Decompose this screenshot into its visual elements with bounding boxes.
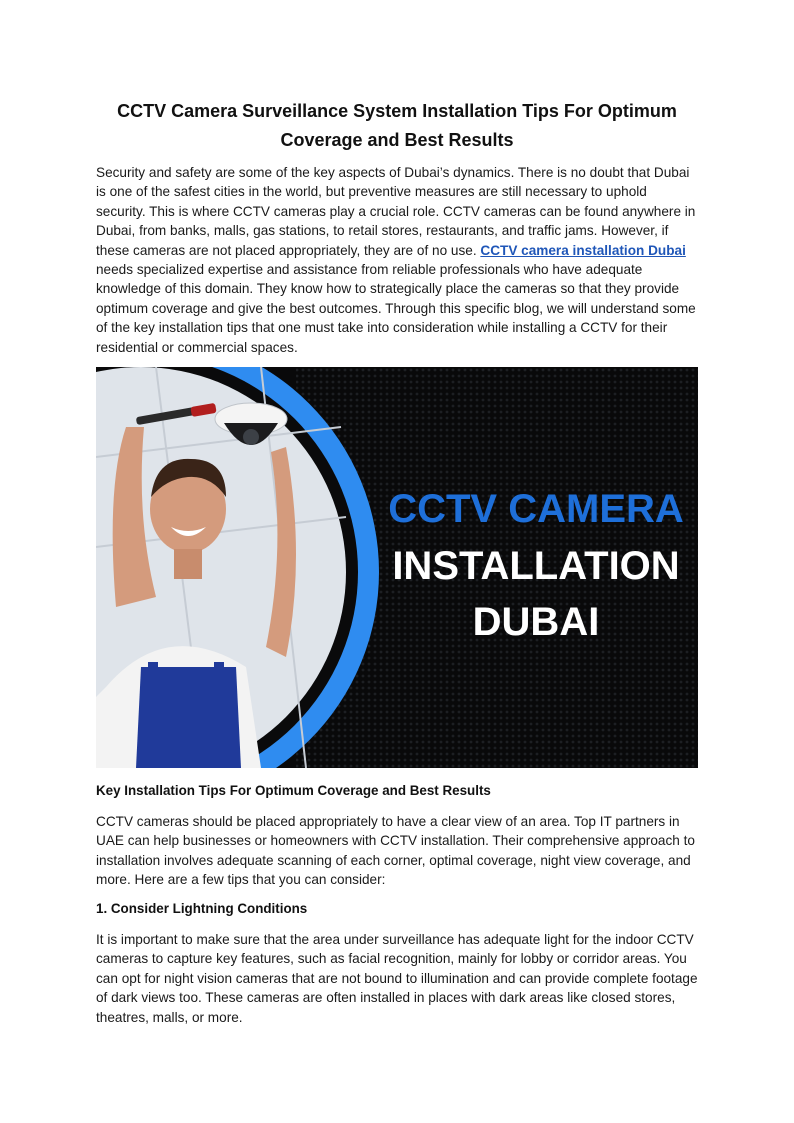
page-title <box>96 97 698 155</box>
hero-illustration <box>96 367 698 768</box>
hero-text-line-1: CCTV CAMERA <box>388 487 684 531</box>
hero-text-line-3: DUBAI <box>472 600 600 644</box>
section-heading-key-tips: Key Installation Tips For Optimum Coverage and Best Results <box>96 783 491 798</box>
title-line-1: CCTV Camera Surveillance System Installation Tips For Optimum <box>117 101 677 121</box>
intro-text-after-link: needs specialized expertise and assistance from reliable professionals who have adequate knowledge of this domain. They know how to strategically place the cameras so that they provide optimum coverage and give the best outcomes. Through this specific blog, we will understand some of the key installation tips that one must take into consideration while installing a CCTV for their residential or commercial spaces. <box>96 262 696 355</box>
intro-paragraph <box>96 163 700 357</box>
title-line-2: Coverage and Best Results <box>280 130 514 150</box>
section-paragraph-key-tips: CCTV cameras should be placed appropriately to have a clear view of an area. Top IT partners in UAE can help businesses or homeowners with CCTV installation. Their comprehensive approach to installation involves adequate scanning of each corner, optimal coverage, night view coverage, and more. Here are a few tips that you can consider: <box>96 814 695 888</box>
hero-image <box>96 367 698 768</box>
hero-text-line-2: INSTALLATION <box>392 544 680 588</box>
section-heading-lighting: 1. Consider Lightning Conditions <box>96 901 308 916</box>
section-paragraph-lighting: It is important to make sure that the area under surveillance has adequate light for the indoor CCTV cameras to capture key features, such as facial recognition, mainly for lobby or corridor areas. You can opt for night vision cameras that are not bound to illumination and can provide complete footage of dark views too. These cameras are often installed in places with dark areas like closed stores, theatres, malls, or more. <box>96 932 698 1025</box>
cctv-installation-link[interactable]: CCTV camera installation Dubai <box>480 242 686 258</box>
intro-text-before-link: Security and safety are some of the key aspects of Dubai’s dynamics. There is no doubt that Dubai is one of the safest cities in the world, but preventive measures are still necessary to uphold security. This is where CCTV cameras play a crucial role. CCTV cameras can be found anywhere in Dubai, from banks, malls, gas stations, to retail stores, restaurants, and traffic jams. However, if these cameras are not placed appropriately, they are of no use. <box>96 165 696 258</box>
